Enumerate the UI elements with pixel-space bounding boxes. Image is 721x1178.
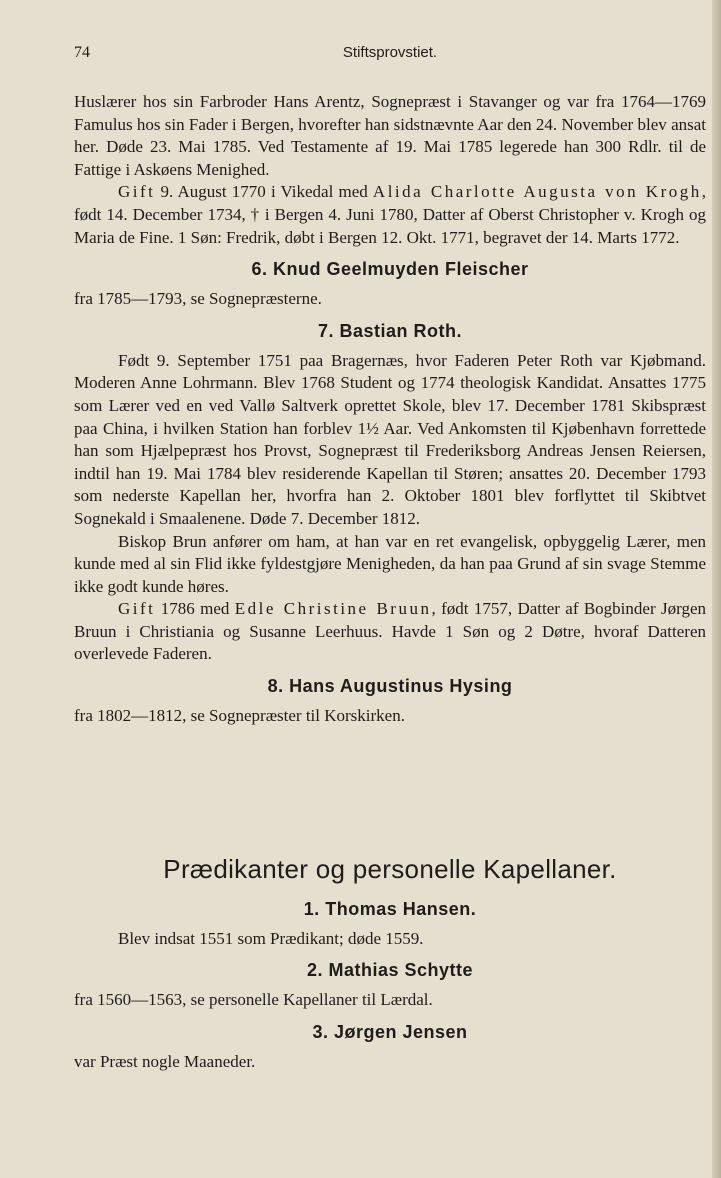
entry-8-heading: 8. Hans Augustinus Hysing bbox=[267, 676, 513, 697]
entry-7-assessment: Biskop Brun anfører om ham, at han var en ret evangelisk, opbyggelig Lærer, men kunde med al sin Flid ikke fyldestgjøre Menigheden, da han paa Grund af sin svage Stemme ikke godt kunde høres. bbox=[74, 531, 706, 596]
gift-label: Gift bbox=[118, 182, 156, 202]
gift-label: Gift bbox=[118, 599, 156, 619]
entry-8-text: fra 1802—1812, se Sognepræster til Korskirken. bbox=[74, 706, 405, 726]
marriage-date: 1786 med bbox=[155, 599, 235, 619]
page-spine bbox=[712, 0, 721, 1178]
section-entry-2-text: fra 1560—1563, se personelle Kapellaner til Lærdal. bbox=[74, 990, 433, 1010]
section-entry-3-text: var Præst nogle Maaneder. bbox=[74, 1051, 256, 1071]
section-entry-2-heading: 2. Mathias Schytte bbox=[306, 960, 474, 981]
intro-marriage-paragraph bbox=[74, 181, 706, 249]
page-header bbox=[74, 44, 706, 68]
entry-6-heading: 6. Knud Geelmuyden Fleischer bbox=[251, 259, 529, 280]
section-entry-3-heading: 3. Jørgen Jensen bbox=[312, 1021, 468, 1042]
running-title: Stiftsprovstiet. bbox=[342, 44, 438, 61]
page-number: 74 bbox=[74, 44, 90, 61]
page-body bbox=[74, 91, 706, 1073]
marriage-details: , født 1757, Datter af Bogbinder Jørgen Bruun i Christiania og Susanne Leerhuus. Havde 1 Søn og 2 Døtre, hvoraf Datteren overlevede Faderen. bbox=[74, 599, 706, 664]
entry-6-text: fra 1785—1793, se Sognepræsterne. bbox=[74, 289, 322, 309]
marriage-date: 9. August 1770 i Vikedal med bbox=[155, 182, 373, 202]
entry-7-biography: Født 9. September 1751 paa Bragernæs, hvor Faderen Peter Roth var Kjøbmand. Moderen Anne Lohrmann. Blev 1768 Student og 1774 theologisk Kandidat. Ansattes 1775 som Lærer ved en ved Vallø Saltverk oprettet Skole, blev 17. December 1781 Skibspræst paa China, i hvilken Station han forblev 1½ Aar. Ved Ankomsten til Kjøbenhavn forrettede han som Hjælpepræst hos Provst, Sognepræst til Frederiksborg Andreas Jensen Reiersen, indtil han 19. Mai 1784 blev residerende Kapellan til Støren; ansattes 20. December 1793 som nederste Kapellan her, hvorfra han 2. Oktober 1801 blev forflyttet til Skibtvet Sognekald i Smaalenene. Døde 7. December 1812. bbox=[74, 350, 706, 528]
section-entry-1-heading: 1. Thomas Hansen. bbox=[303, 898, 477, 919]
spouse-name: Edle Christine Bruun bbox=[234, 599, 432, 619]
marriage-details: , født 14. December 1734, † i Bergen 4. Juni 1780, Datter af Oberst Christopher v. Krogh og Maria de Fine. 1 Søn: Fredrik, døbt i Bergen 12. Okt. 1771, begravet der 14. Marts 1772. bbox=[74, 182, 706, 247]
intro-paragraph: Huslærer hos sin Farbroder Hans Arentz, Sognepræst i Stavanger og var fra 1764—1769 Famulus hos sin Fader i Bergen, hvorefter han sidstnævnte Aar den 24. November blev ansat her. Døde 23. Mai 1785. Ved Testamente af 19. Mai 1785 legerede han 300 Rdlr. til de Fattige i Askøens Menighed. bbox=[74, 92, 706, 179]
entry-7-heading: 7. Bastian Roth. bbox=[317, 320, 463, 341]
spouse-name: Alida Charlotte Augusta von Krogh bbox=[372, 182, 702, 202]
section-entry-1-text: Blev indsat 1551 som Prædikant; døde 1559. bbox=[118, 928, 424, 948]
entry-7-marriage bbox=[74, 598, 706, 666]
section-title: Prædikanter og personelle Kapellaner. bbox=[163, 853, 617, 884]
